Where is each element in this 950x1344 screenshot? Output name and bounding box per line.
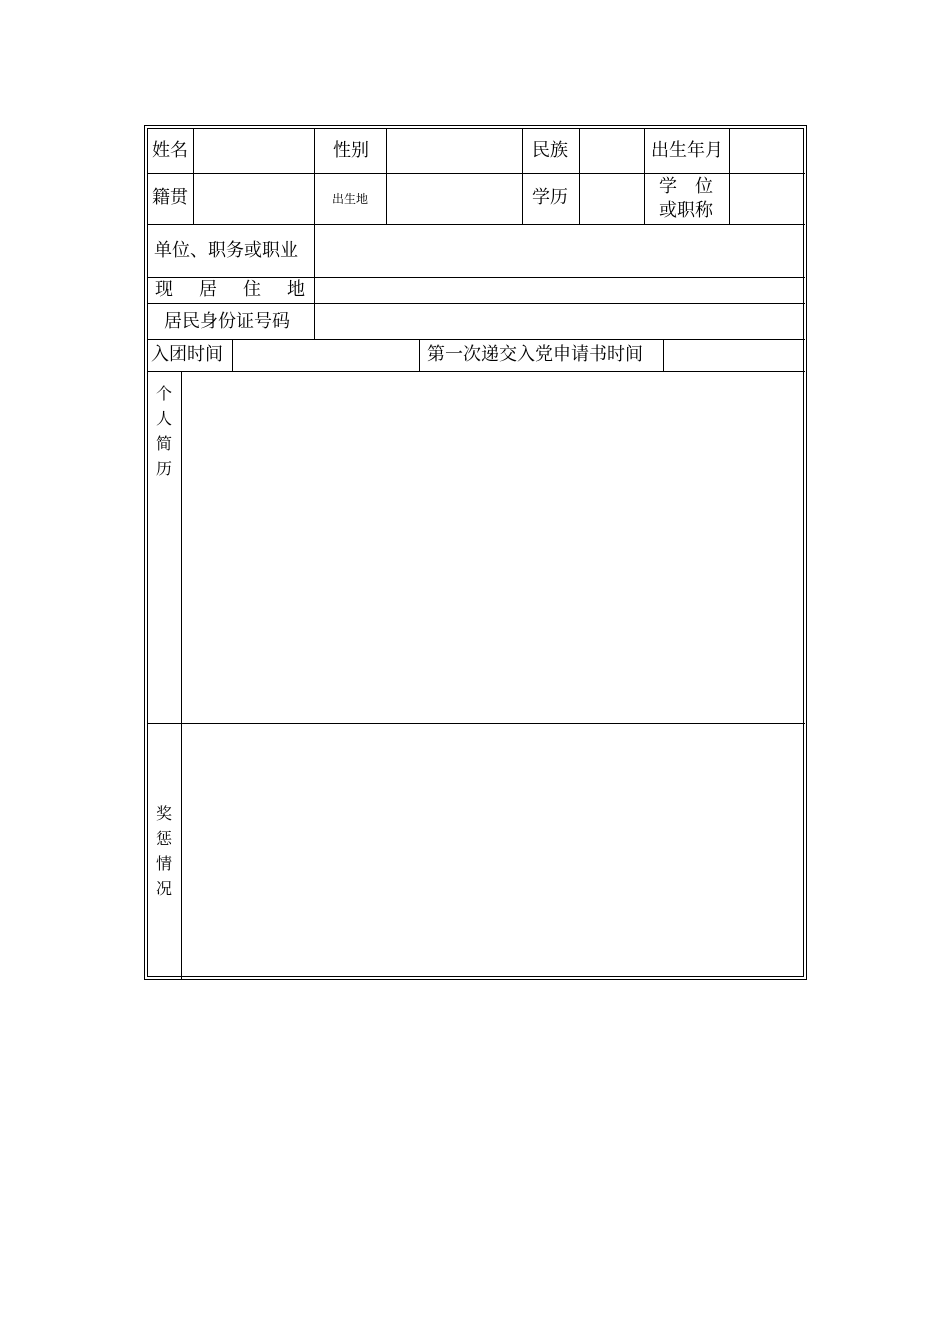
- native-place-field[interactable]: [194, 174, 313, 223]
- birthplace-field[interactable]: [387, 174, 521, 223]
- address-label-char: 地: [287, 279, 305, 300]
- col-divider: [644, 129, 645, 224]
- col-divider: [314, 129, 315, 224]
- party-application-date-field[interactable]: [664, 340, 804, 370]
- resume-label-char: 人: [155, 409, 172, 428]
- degree-field[interactable]: [730, 174, 804, 223]
- party-application-date-label: 第一次递交入党申请书时间: [427, 344, 643, 365]
- form-grid: [147, 128, 804, 977]
- awards-label-char: 惩: [155, 829, 172, 848]
- awards-label-char: 况: [155, 879, 172, 898]
- address-label-char: 现: [155, 279, 173, 300]
- gender-field[interactable]: [387, 130, 521, 172]
- resume-label-char: 简: [155, 434, 172, 453]
- id-number-field[interactable]: [315, 304, 804, 338]
- id-number-label: 居民身份证号码: [164, 311, 290, 332]
- name-label: 姓名: [152, 140, 188, 161]
- league-join-date-label: 入团时间: [151, 344, 223, 365]
- education-field[interactable]: [580, 174, 643, 223]
- resume-label-char: 历: [155, 459, 172, 478]
- awards-field[interactable]: [182, 724, 804, 979]
- degree-label-line2: 或职称: [659, 200, 713, 221]
- league-join-date-field[interactable]: [233, 340, 418, 370]
- birthplace-label: 出生地: [332, 192, 369, 206]
- col-divider: [522, 129, 523, 224]
- resume-label: [154, 381, 174, 481]
- work-unit-label: 单位、职务或职业: [154, 240, 298, 261]
- degree-label-line1: 学 位: [659, 176, 713, 197]
- registration-form: [144, 125, 807, 980]
- native-place-label: 籍贯: [152, 187, 188, 208]
- ethnicity-label: 民族: [532, 140, 568, 161]
- ethnicity-field[interactable]: [580, 130, 643, 172]
- work-unit-field[interactable]: [315, 225, 804, 276]
- address-label-char: 住: [243, 279, 261, 300]
- birth-date-field[interactable]: [730, 130, 804, 172]
- gender-label: 性别: [333, 140, 369, 161]
- awards-label: [154, 801, 174, 901]
- resume-field[interactable]: [182, 372, 804, 722]
- education-label: 学历: [532, 187, 568, 208]
- awards-label-char: 情: [155, 854, 172, 873]
- resume-label-char: 个: [155, 384, 172, 403]
- address-field[interactable]: [315, 278, 804, 302]
- name-field[interactable]: [194, 130, 313, 172]
- col-divider: [419, 339, 420, 371]
- birth-date-label: 出生年月: [651, 140, 723, 161]
- awards-label-char: 奖: [155, 804, 172, 823]
- address-label-char: 居: [199, 279, 217, 300]
